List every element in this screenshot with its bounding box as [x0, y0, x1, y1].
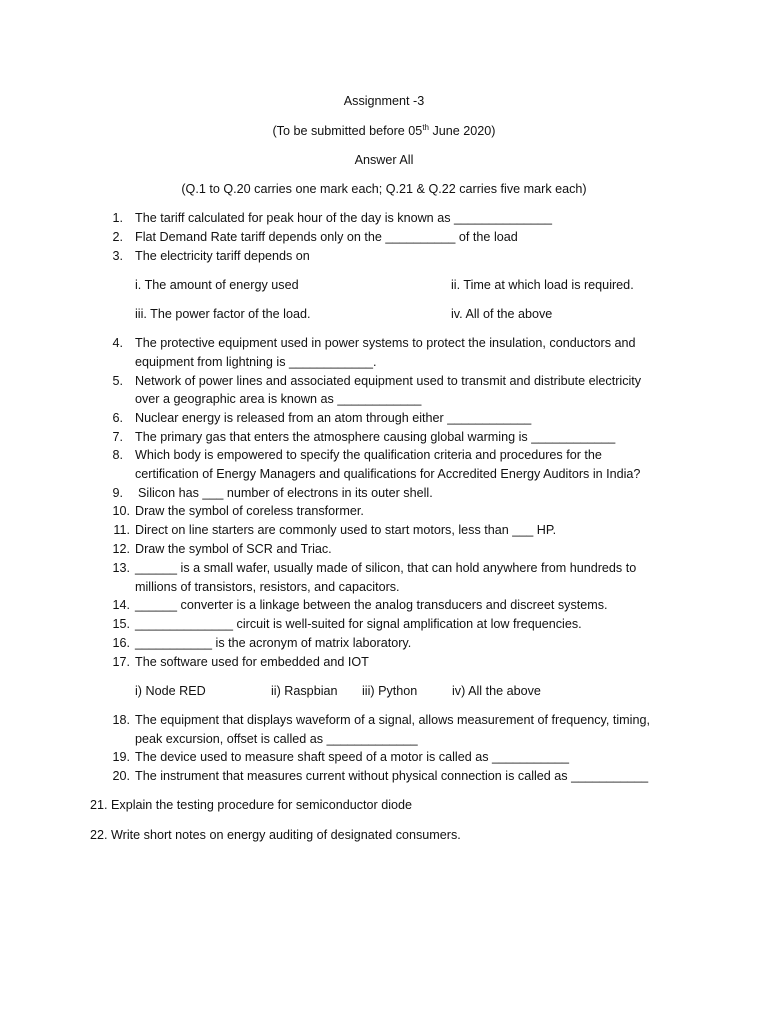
option-iv: iv. All of the above — [451, 307, 553, 321]
option-iv: iv) All the above — [452, 684, 541, 698]
question-number: 17. — [112, 655, 130, 669]
question-text-continued: over a geographic area is known as ____________ — [135, 392, 422, 406]
question-text: The device used to measure shaft speed of a motor is called as ___________ — [135, 750, 570, 764]
question-text: Nuclear energy is released from an atom through either ____________ — [135, 411, 532, 425]
question-number: 20. — [112, 769, 130, 783]
question-text: Write short notes on energy auditing of designated consumers. — [111, 828, 461, 842]
question-number: 9. — [112, 486, 123, 500]
question-number: 11. — [113, 523, 130, 537]
question-number: 7. — [112, 430, 123, 444]
question-text: The primary gas that enters the atmosphere causing global warming is ____________ — [135, 430, 616, 444]
question-number: 21. — [90, 798, 108, 812]
question-number: 13. — [112, 561, 130, 575]
question-number: 22. — [90, 828, 108, 842]
question-number: 4. — [112, 336, 123, 350]
question-number: 10. — [112, 504, 130, 518]
question-number: 19. — [112, 750, 130, 764]
question-text: Explain the testing procedure for semiconductor diode — [111, 798, 413, 812]
answer-all-instruction: Answer All — [354, 153, 414, 167]
question-text: The tariff calculated for peak hour of the day is known as ______________ — [135, 211, 553, 225]
question-text: Silicon has ___ number of electrons in its outer shell. — [138, 486, 433, 500]
question-number: 14. — [112, 598, 130, 612]
question-number: 15. — [112, 617, 130, 631]
option-ii: ii. Time at which load is required. — [451, 278, 634, 292]
question-number: 12. — [112, 542, 130, 556]
submission-superscript: th — [422, 122, 429, 132]
question-text: Draw the symbol of coreless transformer. — [135, 504, 364, 518]
question-text-continued: peak excursion, offset is called as _____________ — [135, 732, 418, 746]
question-text: ___________ is the acronym of matrix laboratory. — [135, 636, 412, 650]
question-text: ______ converter is a linkage between the analog transducers and discreet systems. — [135, 598, 608, 612]
option-ii: ii) Raspbian — [271, 684, 338, 698]
assignment-title: Assignment -3 — [343, 94, 425, 108]
question-text-continued: certification of Energy Managers and qualifications for Accredited Energy Auditors in India? — [135, 467, 641, 481]
question-number: 2. — [112, 230, 123, 244]
question-text: Flat Demand Rate tariff depends only on the __________ of the load — [135, 230, 518, 244]
question-text: The electricity tariff depends on — [135, 249, 310, 263]
question-number: 16. — [112, 636, 130, 650]
question-text: The software used for embedded and IOT — [135, 655, 369, 669]
question-text: ______ is a small wafer, usually made of silicon, that can hold anywhere from hundreds to — [135, 561, 637, 575]
question-number: 8. — [112, 448, 123, 462]
question-text: Direct on line starters are commonly used to start motors, less than ___ HP. — [135, 523, 557, 537]
question-text-continued: equipment from lightning is ____________. — [135, 355, 377, 369]
question-number: 3. — [112, 249, 123, 263]
question-text: The protective equipment used in power systems to protect the insulation, conductors and — [135, 336, 636, 350]
question-text: The equipment that displays waveform of a signal, allows measurement of frequency, timing, — [135, 713, 650, 727]
question-text: Network of power lines and associated equipment used to transmit and distribute electricity — [135, 374, 642, 388]
submission-suffix: June 2020) — [428, 124, 496, 138]
question-number: 18. — [112, 713, 130, 727]
submission-prefix: (To be submitted before 05 — [272, 124, 423, 138]
marks-note: (Q.1 to Q.20 carries one mark each; Q.21 & Q.22 carries five mark each) — [181, 182, 587, 196]
question-text: ______________ circuit is well-suited for signal amplification at low frequencies. — [135, 617, 582, 631]
question-text: Which body is empowered to specify the qualification criteria and procedures for the — [135, 448, 602, 462]
option-iii: iii. The power factor of the load. — [135, 307, 311, 321]
option-i: i. The amount of energy used — [135, 278, 299, 292]
question-text: The instrument that measures current without physical connection is called as ___________ — [135, 769, 649, 783]
question-text-continued: millions of transistors, resistors, and capacitors. — [135, 580, 400, 594]
question-text: Draw the symbol of SCR and Triac. — [135, 542, 332, 556]
option-iii: iii) Python — [362, 684, 418, 698]
option-i: i) Node RED — [135, 684, 206, 698]
question-number: 6. — [112, 411, 123, 425]
question-number: 5. — [112, 374, 123, 388]
submission-deadline — [0, 124, 768, 138]
question-number: 1. — [112, 211, 123, 225]
